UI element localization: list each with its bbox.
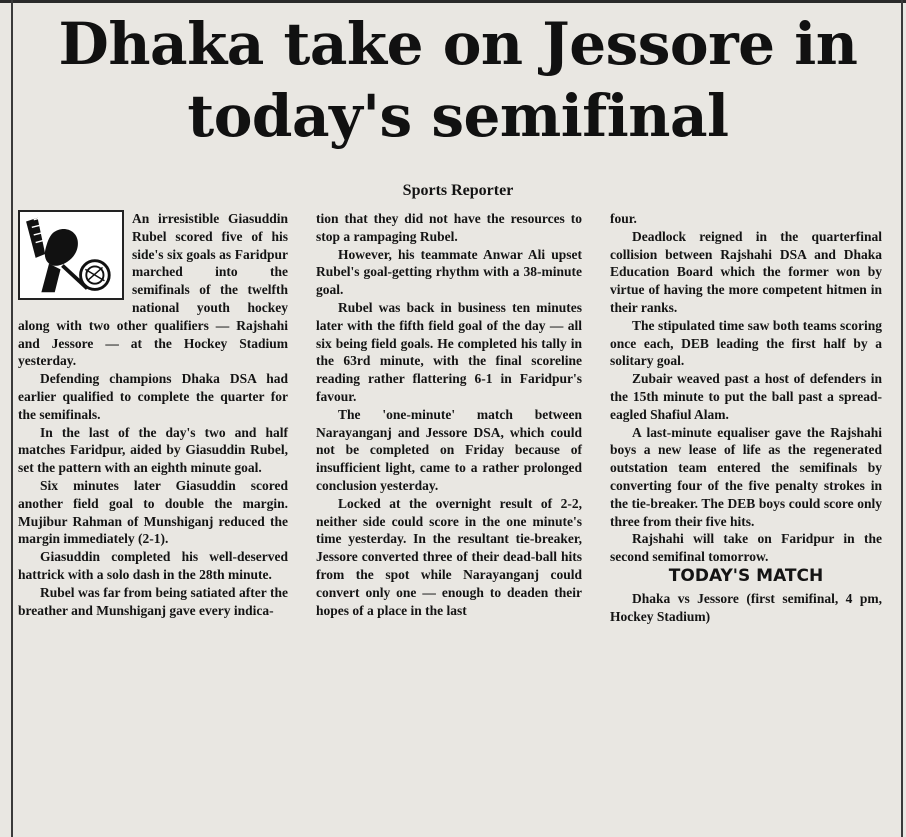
byline: Sports Reporter <box>402 182 514 199</box>
article-column-1 <box>18 210 288 619</box>
paragraph: The 'one-minute' match between Narayanganj and Jessore DSA, which could not be completed on Friday because of insufficient light, came to a rather prolonged conclusion yesterday. <box>316 406 582 493</box>
article-column-2 <box>316 210 582 619</box>
paragraph: Locked at the overnight result of 2-2, neither side could score in the one minute's time yesterday. In the resultant tie-breaker, Jessore converted three of their dead-ball hits from the spot while Narayanganj could convert only one — enough to deaden their hopes of a place in the last <box>316 495 582 618</box>
headline: Dhaka take on Jessore in today's semifinal <box>58 10 858 150</box>
article-column-3 <box>610 210 882 625</box>
todays-match-heading: TODAY'S MATCH <box>668 565 824 586</box>
left-column-rule <box>11 0 13 837</box>
hockey-player-icon <box>18 210 124 300</box>
paragraph: In the last of the day's two and half matches Faridpur, aided by Giasuddin Rubel, set the pattern with an eighth minute goal. <box>18 424 288 476</box>
paragraph: Rubel was far from being satiated after the breather and Munshiganj gave every indica- <box>18 584 288 618</box>
paragraph: Defending champions Dhaka DSA had earlier qualified to complete the quarter for the semifinals. <box>18 371 288 422</box>
paragraph: Six minutes later Giasuddin scored another field goal to double the margin. Mujibur Rahman of Munshiganj reduced the margin immediately (2-1). <box>18 477 288 547</box>
paragraph: Deadlock reigned in the quarterfinal collision between Rajshahi DSA and Dhaka Education Board which the former won by virtue of having the more competent hitmen in their ranks. <box>610 228 882 315</box>
paragraph: tion that they did not have the resources to stop a rampaging Rubel. <box>316 211 582 244</box>
paragraph: Giasuddin completed his well-deserved hattrick with a solo dash in the 28th minute. <box>18 549 288 582</box>
paragraph: However, his teammate Anwar Ali upset Rubel's goal-getting rhythm with a 38-minute goal. <box>316 246 582 298</box>
todays-match-details: Dhaka vs Jessore (first semifinal, 4 pm, Hockey Stadium) <box>610 590 882 624</box>
paragraph: four. <box>610 211 637 226</box>
paragraph: Rajshahi will take on Faridpur in the second semifinal tomorrow. <box>610 531 882 565</box>
paragraph: An irresistible Giasuddin Rubel scored five of his side's six goals as Faridpur marched into the semifinals of the twelfth national youth hockey along with two other qualifiers — Rajshahi and Jessore — at the Hockey Stadium yesterday. <box>18 211 288 369</box>
paragraph: The stipulated time saw both teams scoring once each, DEB leading the first half by a solitary goal. <box>610 317 882 369</box>
paragraph: A last-minute equaliser gave the Rajshahi boys a new lease of life as the regenerated outstation team entered the semifinals by converting four of the five penalty strokes in the tie-breaker. The DEB boys could score only three from their five hits. <box>610 424 882 529</box>
paragraph: Zubair weaved past a host of defenders in the 15th minute to put the ball past a spread-eagled Shafiul Alam. <box>610 371 882 422</box>
paragraph: Rubel was back in business ten minutes later with the fifth field goal of the day — all six being field goals. He completed his tally in the 63rd minute, with the final scoreline reading rather flattering 6-1 in Faridpur's favour. <box>316 299 582 404</box>
top-rule <box>0 0 906 3</box>
